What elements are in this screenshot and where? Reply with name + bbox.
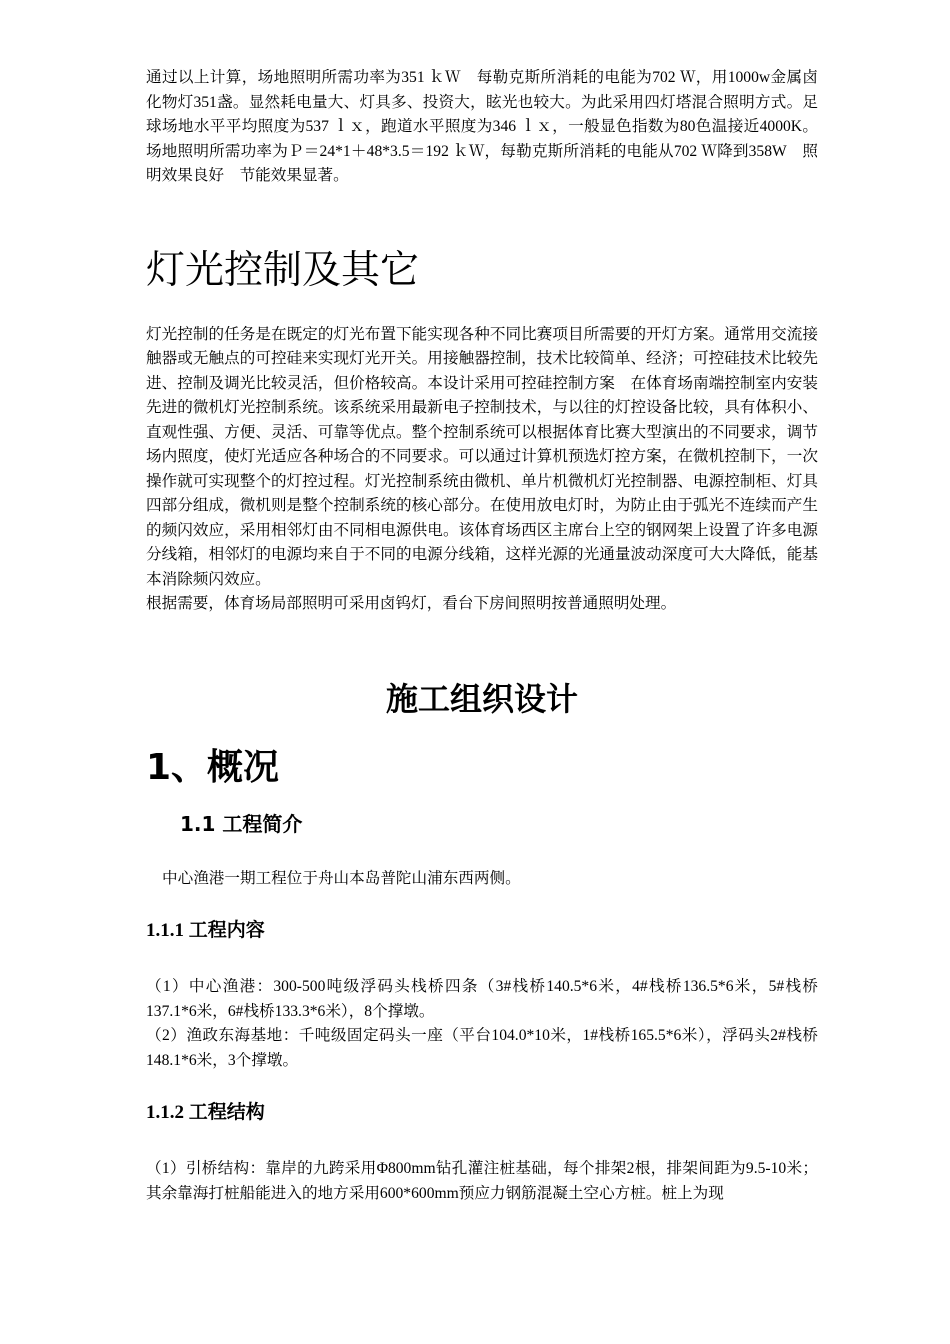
list-item: （1）中心渔港：300-500吨级浮码头栈桥四条（3#栈桥140.5*6米，4#栈桥136.5*6米，5#栈桥137.1*6米，6#栈桥133.3*6米），8个撑墩。 (146, 978, 818, 1020)
heading-lighting-control: 灯光控制及其它 (146, 247, 420, 293)
heading-construction-design: 施工组织设计 (385, 679, 578, 718)
paragraph-project-location: 中心渔港一期工程位于舟山本岛普陀山浦东西两侧。 (162, 869, 521, 887)
heading-project-intro: 1.1 工程简介 (180, 811, 303, 836)
list-item: （2）渔政东海基地：千吨级固定码头一座（平台104.0*10米，1#栈桥165.5*6米），浮码头2#栈桥148.1*6米，3个撑墩。 (146, 1027, 818, 1069)
paragraph-bridge-structure: （1）引桥结构：靠岸的九跨采用Φ800mm钻孔灌注桩基础，每个排架2根，排架间距为9.5-10米；其余靠海打桩船能进入的地方采用600*600mm预应力钢筋混凝土空心方桩。桩上为现 (146, 1160, 818, 1202)
heading-overview: 1、概况 (146, 746, 280, 788)
paragraph-lighting-calculation: 通过以上计算，场地照明所需功率为351 ｋＷ 每勒克斯所消耗的电能为702 Ｗ，用1000w金属卤化物灯351盏。显然耗电量大、灯具多、投资大，眩光也较大。为此采用四灯塔混合照明方式。足球场地水平平均照度为537 ｌｘ，跑道水平照度为346 ｌｘ，一般显色指数为80色温接近4000K。场地照明所需功率为Ｐ＝24*1＋48*3.5＝192 ｋＷ，每勒克斯所消耗的电能从702 Ｗ降到358W 照明效果良好 节能效果显著。 (146, 69, 818, 184)
project-content-list (146, 975, 818, 1073)
paragraph-lighting-control: 灯光控制的任务是在既定的灯光布置下能实现各种不同比赛项目所需要的开灯方案。通常用交流接触器或无触点的可控硅来实现灯光开关。用接触器控制，技术比较简单、经济；可控硅技术比较先进、控制及调光比较灵活，但价格较高。本设计采用可控硅控制方案 在体育场南端控制室内安装先进的微机灯光控制系统。该系统采用最新电子控制技术，与以往的灯控设备比较，具有体积小、直观性强、方便、灵活、可靠等优点。整个控制系统可以根据体育比赛大型演出的不同要求，调节场内照度，使灯光适应各种场合的不同要求。可以通过计算机预选灯控方案，在微机控制下，一次操作就可实现整个的灯控过程。灯光控制系统由微机、单片机微机灯光控制器、电源控制柜、灯具四部分组成，微机则是整个控制系统的核心部分。在使用放电灯时，为防止由于弧光不连续而产生的频闪效应，采用相邻灯由不同相电源供电。该体育场西区主席台上空的钢网架上设置了许多电源分线箱，相邻灯的电源均来自于不同的电源分线箱，这样光源的光通量波动深度可大大降低，能基本消除频闪效应。 (146, 325, 818, 588)
paragraph-local-lighting: 根据需要，体育场局部照明可采用卤钨灯，看台下房间照明按普通照明处理。 (146, 595, 677, 612)
heading-project-structure: 1.1.2 工程结构 (146, 1102, 265, 1123)
heading-project-content: 1.1.1 工程内容 (146, 920, 265, 941)
document-content (146, 66, 818, 1206)
